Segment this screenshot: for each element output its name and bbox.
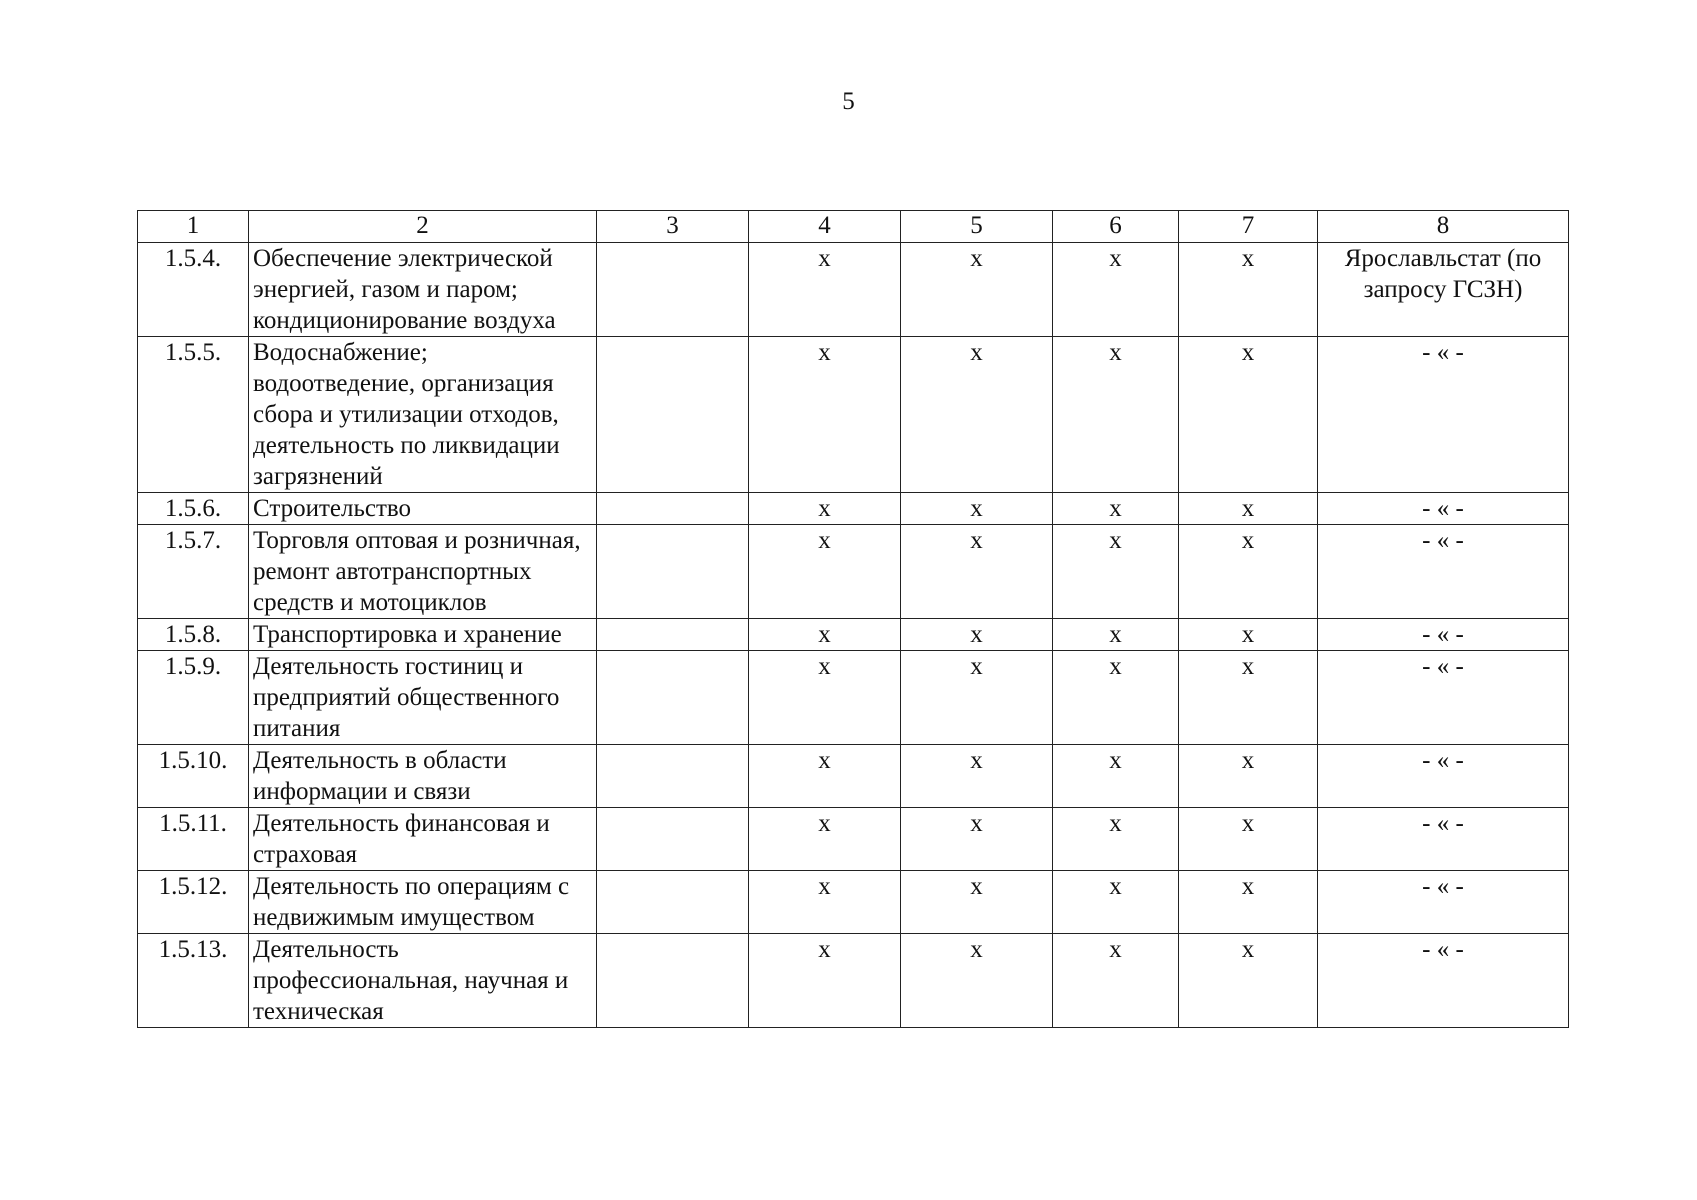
row-source: - « - <box>1318 745 1569 808</box>
header-col-7: 7 <box>1179 211 1318 243</box>
row-source: - « - <box>1318 525 1569 619</box>
row-col-6: x <box>1053 745 1179 808</box>
row-number: 1.5.4. <box>138 243 249 337</box>
row-name: Торговля оптовая и розничная, ремонт автотранспортных средств и мотоциклов <box>249 525 597 619</box>
row-col-7: x <box>1179 525 1318 619</box>
row-col-4: x <box>749 525 901 619</box>
row-name: Водоснабжение; водоотведение, организация сбора и утилизации отходов, деятельность по ликвидации загрязнений <box>249 337 597 493</box>
table-row <box>138 651 1569 745</box>
row-source: - « - <box>1318 934 1569 1028</box>
row-col-5: x <box>901 808 1053 871</box>
table-row <box>138 493 1569 525</box>
row-col-5: x <box>901 525 1053 619</box>
row-source: - « - <box>1318 651 1569 745</box>
row-col-3 <box>597 871 749 934</box>
row-col-7: x <box>1179 808 1318 871</box>
table-row <box>138 871 1569 934</box>
header-col-8: 8 <box>1318 211 1569 243</box>
row-name: Деятельность профессиональная, научная и техническая <box>249 934 597 1028</box>
row-col-4: x <box>749 493 901 525</box>
row-col-6: x <box>1053 493 1179 525</box>
header-col-4: 4 <box>749 211 901 243</box>
row-col-5: x <box>901 934 1053 1028</box>
row-number: 1.5.5. <box>138 337 249 493</box>
row-col-5: x <box>901 651 1053 745</box>
row-col-5: x <box>901 619 1053 651</box>
row-col-5: x <box>901 243 1053 337</box>
header-col-6: 6 <box>1053 211 1179 243</box>
row-col-3 <box>597 493 749 525</box>
row-col-7: x <box>1179 619 1318 651</box>
row-source: - « - <box>1318 619 1569 651</box>
row-col-4: x <box>749 243 901 337</box>
row-col-4: x <box>749 745 901 808</box>
header-col-1: 1 <box>138 211 249 243</box>
row-name: Деятельность в области информации и связи <box>249 745 597 808</box>
row-number: 1.5.6. <box>138 493 249 525</box>
row-number: 1.5.11. <box>138 808 249 871</box>
row-name: Транспортировка и хранение <box>249 619 597 651</box>
row-number: 1.5.8. <box>138 619 249 651</box>
row-col-6: x <box>1053 525 1179 619</box>
row-number: 1.5.9. <box>138 651 249 745</box>
table-header-row <box>138 211 1569 243</box>
row-col-7: x <box>1179 493 1318 525</box>
row-col-4: x <box>749 619 901 651</box>
row-number: 1.5.7. <box>138 525 249 619</box>
table-row <box>138 337 1569 493</box>
table-row <box>138 525 1569 619</box>
row-col-4: x <box>749 337 901 493</box>
row-col-5: x <box>901 493 1053 525</box>
row-col-3 <box>597 243 749 337</box>
table-row <box>138 745 1569 808</box>
row-source: - « - <box>1318 808 1569 871</box>
row-col-5: x <box>901 745 1053 808</box>
row-source: - « - <box>1318 871 1569 934</box>
row-name: Деятельность гостиниц и предприятий общественного питания <box>249 651 597 745</box>
row-col-3 <box>597 651 749 745</box>
row-source: - « - <box>1318 337 1569 493</box>
row-col-6: x <box>1053 619 1179 651</box>
row-source: Ярославльстат (по запросу ГСЗН) <box>1318 243 1569 337</box>
row-number: 1.5.12. <box>138 871 249 934</box>
row-col-7: x <box>1179 243 1318 337</box>
header-col-3: 3 <box>597 211 749 243</box>
row-number: 1.5.13. <box>138 934 249 1028</box>
row-col-6: x <box>1053 934 1179 1028</box>
row-col-5: x <box>901 337 1053 493</box>
row-col-6: x <box>1053 871 1179 934</box>
row-col-4: x <box>749 651 901 745</box>
row-name: Строительство <box>249 493 597 525</box>
row-col-5: x <box>901 871 1053 934</box>
table-row <box>138 808 1569 871</box>
row-col-3 <box>597 745 749 808</box>
table-row <box>138 934 1569 1028</box>
header-col-5: 5 <box>901 211 1053 243</box>
header-col-2: 2 <box>249 211 597 243</box>
row-source: - « - <box>1318 493 1569 525</box>
row-col-3 <box>597 619 749 651</box>
row-col-3 <box>597 808 749 871</box>
row-col-6: x <box>1053 808 1179 871</box>
row-name: Деятельность по операциям с недвижимым имуществом <box>249 871 597 934</box>
page-number: 5 <box>842 88 855 115</box>
table-row <box>138 619 1569 651</box>
row-col-7: x <box>1179 337 1318 493</box>
row-col-7: x <box>1179 651 1318 745</box>
row-col-4: x <box>749 871 901 934</box>
row-number: 1.5.10. <box>138 745 249 808</box>
row-col-6: x <box>1053 337 1179 493</box>
row-col-3 <box>597 337 749 493</box>
table-row <box>138 243 1569 337</box>
row-name: Деятельность финансовая и страховая <box>249 808 597 871</box>
row-col-6: x <box>1053 651 1179 745</box>
row-col-6: x <box>1053 243 1179 337</box>
indicators-table <box>137 210 1569 1028</box>
row-col-7: x <box>1179 745 1318 808</box>
row-col-7: x <box>1179 934 1318 1028</box>
row-col-4: x <box>749 934 901 1028</box>
row-col-7: x <box>1179 871 1318 934</box>
row-name: Обеспечение электрической энергией, газом и паром; кондиционирование воздуха <box>249 243 597 337</box>
row-col-3 <box>597 934 749 1028</box>
row-col-3 <box>597 525 749 619</box>
row-col-4: x <box>749 808 901 871</box>
